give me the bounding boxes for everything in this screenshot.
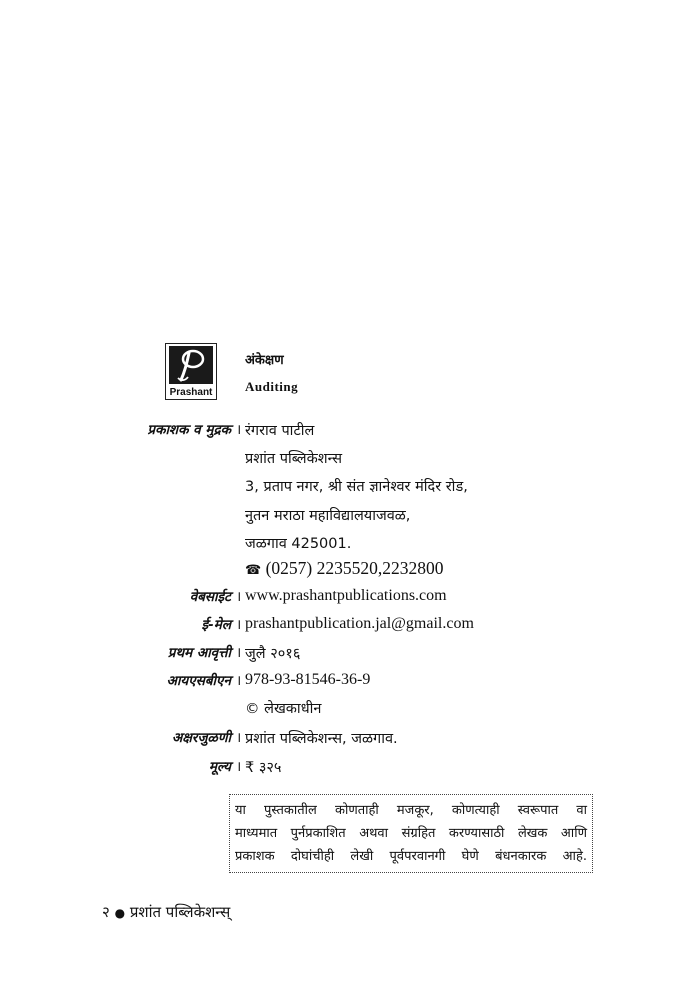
separator: ।: [236, 422, 242, 438]
publisher-company: प्रशांत पब्लिकेशन्स: [245, 451, 343, 467]
publisher-city: जळगाव 425001.: [245, 536, 352, 552]
notice-line: माध्यमात पुर्नप्रकाशित अथवा संग्रहित करण्यासाठी लेखक आणि: [235, 826, 587, 841]
website-row: [0, 587, 699, 611]
separator: ।: [236, 759, 242, 775]
email[interactable]: prashantpublication.jal@gmail.com: [245, 615, 474, 632]
price-label: मूल्य: [208, 759, 231, 775]
separator: ।: [236, 673, 242, 689]
edition: जुलै २०१६: [245, 646, 301, 662]
publisher-line-row: [0, 533, 699, 557]
book-subtitle: Auditing: [245, 379, 299, 394]
separator: ।: [236, 730, 242, 746]
publisher-logo: [165, 343, 217, 400]
notice-line: प्रकाशक दोघांचीही लेखी पूर्वपरवानगी घेणे बंधनकारक आहे.: [235, 849, 587, 864]
website-label: वेबसाईट: [189, 589, 231, 605]
email-row: [0, 615, 699, 639]
typesetting: प्रशांत पब्लिकेशन्स, जळगाव.: [245, 731, 398, 747]
bullet-icon: ●: [114, 906, 126, 920]
separator: ।: [236, 589, 242, 605]
copyright-notice-box: [229, 794, 593, 873]
isbn: 978-93-81546-36-9: [245, 671, 371, 688]
p-monogram-icon: [171, 347, 211, 383]
publisher-logo-mark: [169, 346, 213, 384]
price-row: [0, 757, 699, 781]
website[interactable]: www.prashantpublications.com: [245, 587, 447, 604]
publisher-line-row: [0, 476, 699, 500]
phone-row: [0, 558, 699, 585]
isbn-label: आयएसबीएन: [166, 673, 231, 689]
footer-publisher: प्रशांत पब्लिकेशन्स्: [129, 903, 231, 921]
separator: ।: [236, 617, 242, 633]
phone: [245, 558, 443, 579]
publisher-address-line: 3, प्रताप नगर, श्री संत ज्ञानेश्वर मंदिर रोड,: [245, 479, 468, 495]
page-number: २: [102, 903, 110, 921]
publisher-line-row: [0, 505, 699, 529]
copyright: © लेखकाधीन: [245, 701, 322, 717]
book-title: अंकेक्षण: [245, 353, 284, 368]
edition-label: प्रथम आवृत्ती: [167, 645, 231, 661]
isbn-row: [0, 671, 699, 695]
publisher-label: प्रकाशक व मुद्रक: [147, 422, 231, 438]
edition-row: [0, 643, 699, 667]
notice-line: या पुस्तकातील कोणताही मजकूर, कोणत्याही स्वरूपात वा: [235, 803, 587, 818]
publisher-address-line: नुतन मराठा महाविद्यालयाजवळ,: [245, 508, 411, 524]
publisher-name: रंगराव पाटील: [245, 423, 315, 439]
publisher-logo-word: Prashant: [169, 387, 213, 398]
email-label: ई-मेल: [201, 617, 231, 633]
phone-icon: ☎: [245, 562, 262, 577]
typesetting-row: [0, 728, 699, 752]
copyright-row: [0, 698, 699, 722]
separator: ।: [236, 645, 242, 661]
page-footer: [102, 902, 230, 922]
price: ₹ ३२५: [245, 760, 282, 776]
typesetting-label: अक्षरजुळणी: [171, 730, 231, 746]
phone-number: (0257) 2235520,2232800: [265, 558, 444, 578]
publisher-line-row: [0, 448, 699, 472]
publisher-row: [0, 420, 699, 444]
